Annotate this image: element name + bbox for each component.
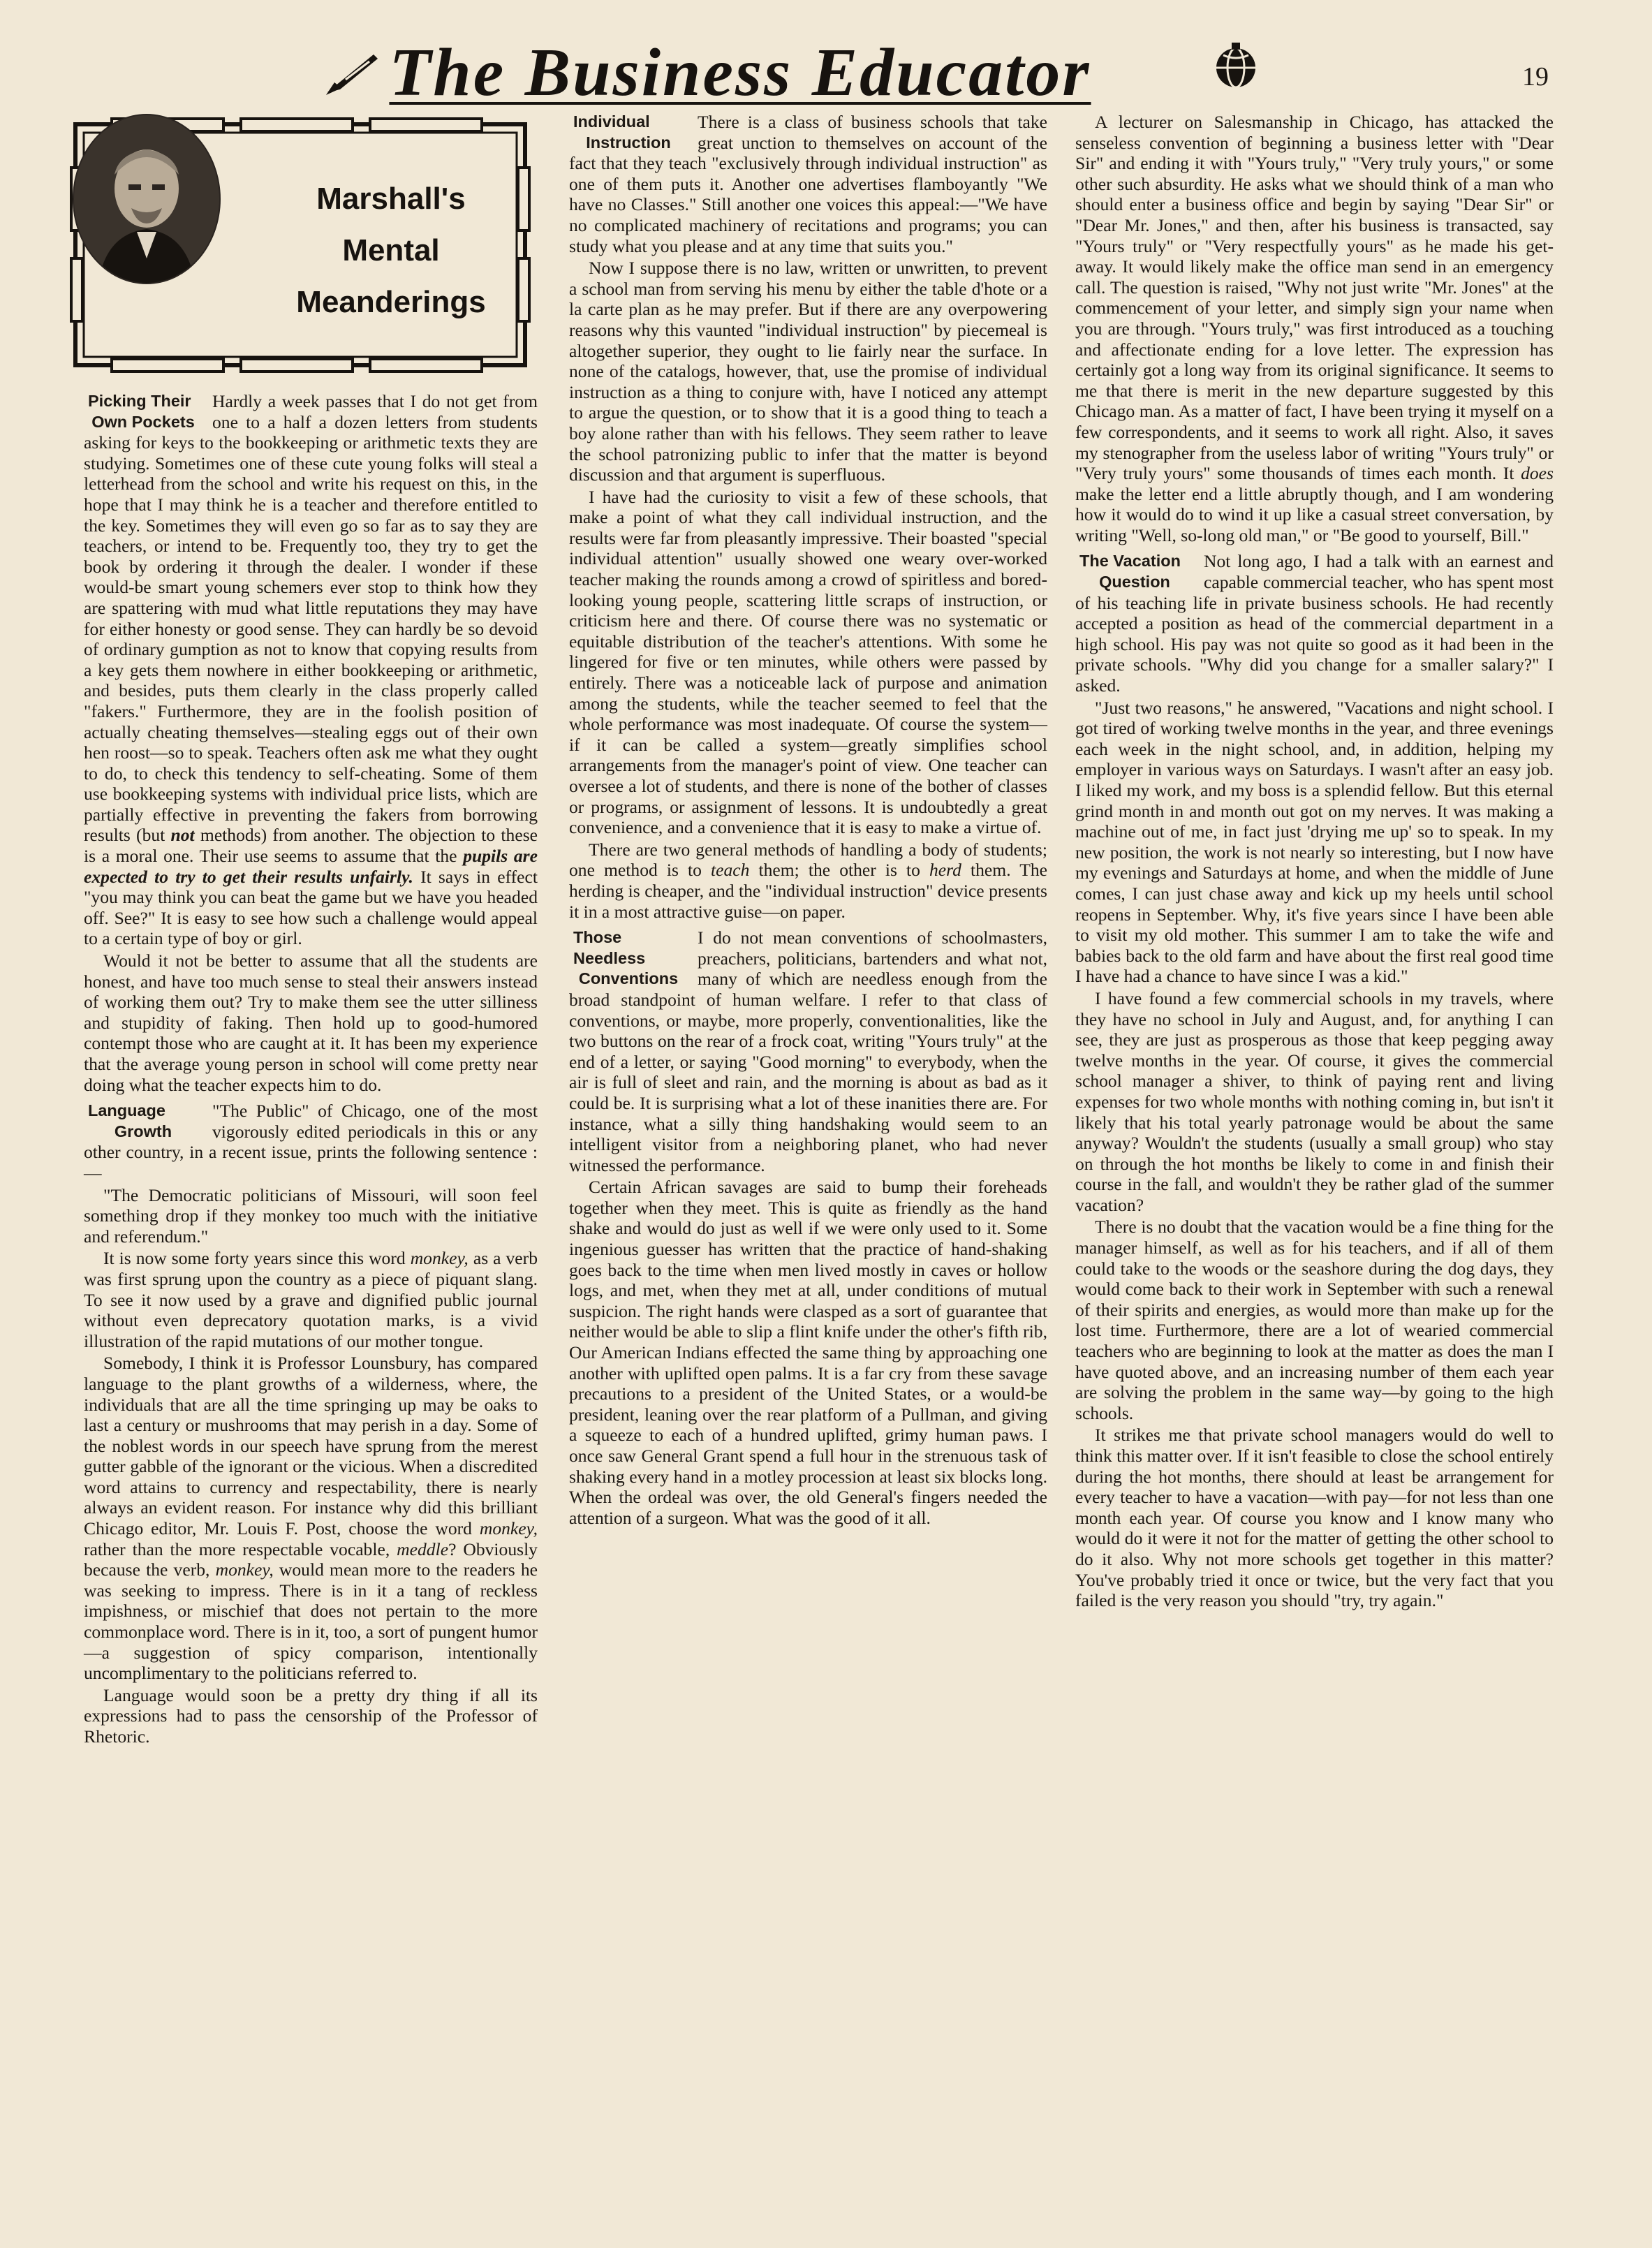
globe-emblem-icon — [1208, 38, 1264, 94]
paragraph: I have had the curiosity to visit a few of these schools, that make a point of what they call individual instruction, and the results were far from pleasantly impressive. Their boasted "special individual attention" usually showed one weary over-worked teacher making the rounds among a crowd of spiritless and bored-looking young people, scattering little scraps of instruction, or criticism here and there. Of course there was no systematic or equitable distribution of the teacher's attentions. With some he lingered for five or ten minutes, while others were passed by entirely. There was a noticeable lack of purpose and animation among the students, while the teacher seemed to feel that the whole performance was most inadequate. Of course the system—if it can be called a system—greatly simplifies school arrangements from the manager's point of view. One teacher can oversee a lot of students, and there is none of the bother of classes or programs, or assignment of lessons. It is undoubtedly a great convenience, and a convenience that it is easy to make a virtue of. — [569, 486, 1047, 838]
paragraph: "The Public" of Chicago, one of the most vigorously edited periodicals in this or any other country, in a recent issue, prints the following sentence :— — [84, 1101, 538, 1183]
column-2 — [569, 112, 1047, 1529]
side-heading-line: Instruction — [586, 133, 671, 152]
portrait-photo-icon — [70, 112, 223, 286]
side-heading-line: Own Pockets — [91, 412, 195, 431]
side-heading-picking-their-own-pockets — [84, 391, 202, 432]
side-heading-those-needless-conventions — [569, 927, 688, 990]
side-heading-the-vacation-question — [1075, 551, 1194, 592]
paragraph: There is no doubt that the vacation would be a fine thing for the manager himself, as well as for his teachers, and if all of them could take to the woods or the seashore during the dog days, they would come back to their work in September with such a renewal of their spirits and energies, as would more than make up for the lost time. Furthermore, there are a lot of wearied commercial teachers who are beginning to look at the matter as does the man I have quoted above, and an increasing number of them each year are solving the problem in the same way—by going to the high schools. — [1075, 1217, 1554, 1423]
paragraph: Not long ago, I had a talk with an earnest and capable commercial teacher, who has spent most of his teaching life in private business schools. He had recently accepted a position as head of the commercial department in a high school. His pay was not quite so good as it had been in the private schools. "Why did you change for a smaller salary?" I asked. — [1075, 551, 1554, 696]
paragraph: "Just two reasons," he answered, "Vacations and night school. I got tired of working twelve months in the year, and three evenings each week in the night school, and, in addition, helping my employer in various ways on Saturdays. I wasn't after an easy job. I liked my work, and my boss is a splendid fellow. But this eternal grind month in and month out got on my nerves. It was making a machine out of me, in fact just 'drying me up' so to speak. In my new position, the work is not nearly so interesting, but I now have my evenings and Saturdays at home, and when the middle of June comes, I can just chase away and kick up my heels until school reopens in September. Why, it's five years since I have been able to visit my old mother. This summer I am to take the wife and babies back to the old farm and have about the first real good time I have had a chance to have since I was a kid." — [1075, 697, 1554, 987]
paragraph: Would it not be better to assume that all the students are honest, and have too much sense to steal their answers instead of working them out? Try to make them see the utter silliness and stupidity of faking. Then hold up to good-humored contempt those who are caught at it. It has been my experience that the average young person in school will come pretty near doing what the teacher expects him to do. — [84, 950, 538, 1095]
column-title-line-1: Marshall's — [316, 182, 466, 216]
paragraph: Somebody, I think it is Professor Lounsbury, has compared language to the plant growths of a wilderness, where, the individuals that are all the time springing up may be oaks to last a century or mushrooms that may perish in a day. Some of the noblest words in our speech have sprung from the merest gutter gabble of the ignorant or the vicious. When a discredited word attains to currency and respectability, there is nearly always an evident reason. For instance why did this brilliant Chicago editor, Mr. Louis F. Post, choose the word monkey, rather than the more respectable vocable, meddle? Obviously because the verb, monkey, would mean more to the readers he was seeking to impress. There is in it a tang of reckless impishness, or mischief that does not pertain to the more commonplace word. There is in it, too, a sort of pungent humor—a suggestion of spicy comparison, intentionally uncomplimentary to the politicians referred to. — [84, 1353, 538, 1684]
paragraph: Language would soon be a pretty dry thing if all its expressions had to pass the censorship of the Professor of Rhetoric. — [84, 1684, 538, 1747]
paragraph: Certain African savages are said to bump their foreheads together when they meet. This is quite as friendly as the hand shake and would do just as well if we were only used to it. Some ingenious guesser has written that the practice of hand-shaking goes back to the time when men lived mostly in caves or hollow logs, and met, when they met at all, under conditions of mutual suspicion. The right hands were clasped as a sort of guarantee that neither would be able to slip a flint knife under the other's fifth rib, Our American Indians effected the same thing by approaching one another with uplifted open palms. It is a far cry from these savage precautions to a president of the United States, or a would-be president, leaning over the rear platform of a Pullman, and giving a squeeze to each of a hundred uplifted, grimy human paws. I once saw General Grant spend a full hour in the strenuous task of shaking every hand in a motley procession at least six blocks long. When the ordeal was over, the old General's fingers needed the attention of a surgeon. What was the good of it all. — [569, 1177, 1047, 1528]
masthead-title: The Business Educator — [389, 35, 1091, 110]
page-number: 19 — [1522, 62, 1549, 91]
side-heading-line: Those Needless — [573, 928, 646, 967]
column-1 — [84, 391, 538, 1749]
paragraph: There is a class of business schools that take great unction to themselves on account of the fact that they teach "exclusively through individual instruction" as one of them puts it. Another one advertises flamboyantly "We have no Classes." Still another one voices this appeal:—"We have no complicated machinery of recitations and programs; you can study what you please and at any time that suits you." — [569, 112, 1047, 256]
side-heading-line: The Vacation — [1079, 552, 1181, 571]
side-heading-line: Question — [1099, 573, 1170, 592]
side-heading-line: Conventions — [578, 969, 679, 988]
paragraph: A lecturer on Salesmanship in Chicago, has attacked the senseless convention of beginning a business letter with "Dear Sir" and ending it with "Yours truly," "Very truly yours," or some other such absurdity. He asks what we should think of a man who should enter a business office and begin by saying "Dear Sir" or "Dear Mr. Jones," and then, after his business is transacted, say "Yours truly" or "Very respectfully yours" as he made his get-away. It would likely make the office man send in an emergency call. The question is raised, "Why not just write "Mr. Jones" at the commencement of your letter, and simply sign your name when you are through. "Yours truly," was first introduced as a touching and affectionate ending for a love letter. The expression has certainly got a long way from its original significance. It seems to me that there is merit in the new departure suggested by this Chicago man. As a matter of fact, I have been trying it myself on a few correspondents, and it seems to work all right. Also, it saves my stenographer from the useless labor of writing "Yours truly" or "Very truly yours" some thousands of times each month. It does make the letter end a little abruptly though, and I am wondering how it would do to wind it up like a casual street conversation, by writing "Well, so-long old man," or "Be good to yourself, Bill." — [1075, 112, 1554, 545]
paragraph: It strikes me that private school managers would do well to think this matter over. If it isn't feasible to close the school entirely during the hot months, there should at least be arrangement for every teacher to have a vacation—with pay—for not less than one month each year. Of course you know and I know many who would do it were it not for the matter of getting the other school to do it also. Why not more schools get together in this matter? You've probably tried it once or twice, but the very fact that you failed is the very reason you should "try, try again." — [1075, 1425, 1554, 1611]
section-the-vacation-question — [1075, 551, 1554, 696]
paragraph: Hardly a week passes that I do not get from one to a half a dozen letters from students asking for keys to the bookkeeping or arithmetic texts they are studying. Sometimes one of these cute young folks will steal a letterhead from the school and write his request on this, in the hope that I may think he is a teacher and therefore entitled to the key. Sometimes they will even go so far as to say they are teachers, or intend to be. Frequently too, they try to get the book by ordering it through the dealer. I wonder if these would-be smart young schemers ever stop to think how they are spattering with mud what little reputations they may have for either honesty or good sense. They can hardly be so devoid of ordinary gumption as not to know that copying results from a key gets them nowhere in either bookkeeping or arithmetic, and besides, puts them clearly in the class properly called "fakers." Furthermore, they are in the foolish position of actually cheating themselves—stealing eggs out of their own hen roost—so to speak. Teachers often ask me what they ought to do, to check this tendency to self-cheating. Some of them use bookkeeping systems with individual price lists, which are partially effective in preventing the fakers from borrowing results (but not methods) from another. The objection to these is a moral one. Their use seems to assume that the pupils are expected to try to get their results unfairly. It says in effect "you may think you can beat the game but we have you headed off. See?" It is easy to see how such a challenge would appeal to a certain type of boy or girl. — [84, 391, 538, 949]
section-those-needless-conventions — [569, 927, 1047, 1175]
paragraph: I do not mean conventions of schoolmasters, preachers, politicians, bartenders and what not, many of which are needless enough from the broad standpoint of human welfare. I refer to that class of conventions, or maybe, more properly, conventionalities, like the two buttons on the rear of a frock coat, writing "Yours truly" at the end of a letter, or saying "Good morning" to everybody, when the air is full of sleet and rain, and the morning is about as bad as it could be. It is surprising what a lot of these inanities there are. For instance, what a silly thing handshaking would seem to an intelligent visitor from a neighboring planet, who had never witnessed the performance. — [569, 927, 1047, 1175]
paragraph: I have found a few commercial schools in my travels, where they have no school in July and August, and, for anything I can see, they are just as prosperous as those that keep pegging away twelve months in the year. Of course, it gives the commercial school manager a shiver, to think of paying rent and living expenses for two whole months with nothing coming in, but isn't it likely that his total yearly patronage would be about the same anyway? Wouldn't the students (usually a small group) who stay on through the hot months be likely to come in and finish their course in the fall, and wouldn't they be rather glad of the summer vacation? — [1075, 987, 1554, 1215]
column-heading-box — [70, 112, 531, 374]
quotation: "The Democratic politicians of Missouri, will soon feel something drop if they monkey too much with the initiative and referendum." — [84, 1184, 538, 1247]
paragraph: It is now some forty years since this word monkey, as a verb was first sprung upon the country as a piece of piquant slang. To see it now used by a grave and dignified public journal without even deprecatory quotation marks, is a vivid illustration of the rapid mutations of our mother tongue. — [84, 1248, 538, 1351]
side-heading-line: Picking Their — [88, 392, 191, 410]
section-language-growth — [84, 1101, 538, 1183]
paragraph: Now I suppose there is no law, written or unwritten, to prevent a school man from serving his menu by either the table d'hote or a la carte plan as he may prefer. But if there are any overpowering reasons why this vaunted "individual instruction" by piecemeal is altogether superior, they ought to lie fairly near the surface. In none of the catalogs, however, that, use the promise of individual instruction as a thing to conjure with, have I noticed any attempt to argue the question, or to show that it is a good thing to teach a boy alone rather than with his fellows. They seem rather to leave the school patronizing public to infer that the matter is beyond discussion and that argument is superfluous. — [569, 258, 1047, 485]
side-heading-line: Language — [88, 1101, 165, 1120]
side-heading-line: Growth — [114, 1122, 172, 1140]
paragraph: There are two general methods of handling a body of students; one method is to teach them; the other is to herd them. The herding is cheaper, and the "individual instruction" device presents it in a most attractive guise—on paper. — [569, 839, 1047, 922]
side-heading-language-growth — [84, 1101, 202, 1142]
column-3 — [1075, 112, 1554, 1612]
column-title-line-3: Meanderings — [296, 285, 486, 319]
side-heading-line: Individual — [573, 112, 650, 131]
masthead — [0, 21, 1652, 112]
side-heading-individual-instruction — [569, 112, 688, 153]
column-title — [286, 173, 496, 328]
column-title-line-2: Mental — [342, 233, 440, 267]
